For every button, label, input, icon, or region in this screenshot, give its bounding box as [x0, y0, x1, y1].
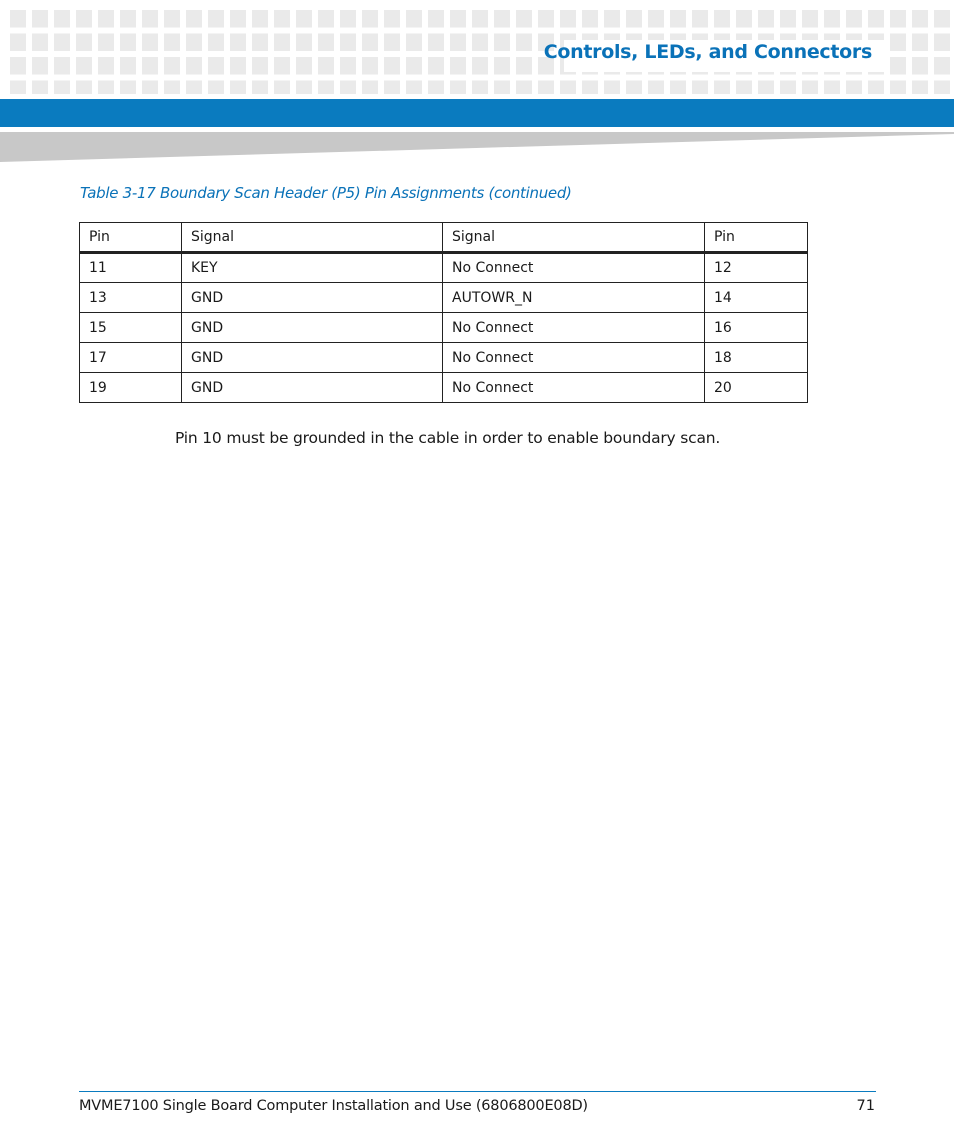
table-cell: GND — [182, 283, 443, 313]
table-caption: Table 3-17 Boundary Scan Header (P5) Pin Assignments (continued) — [80, 184, 572, 202]
table-cell: No Connect — [443, 373, 705, 403]
table-row — [80, 373, 808, 403]
table-row — [80, 313, 808, 343]
body-note: Pin 10 must be grounded in the cable in order to enable boundary scan. — [175, 429, 721, 447]
table-cell: 14 — [705, 283, 808, 313]
section-title: Controls, LEDs, and Connectors — [543, 41, 872, 63]
table-cell: AUTOWR_N — [443, 283, 705, 313]
table-cell: 18 — [705, 343, 808, 373]
table-cell: GND — [182, 313, 443, 343]
table-cell: 15 — [80, 313, 182, 343]
table-cell: 11 — [80, 253, 182, 283]
column-header-pin: Pin — [705, 223, 808, 253]
table-cell: 16 — [705, 313, 808, 343]
column-header-pin: Pin — [80, 223, 182, 253]
table-cell: KEY — [182, 253, 443, 283]
table-cell: GND — [182, 343, 443, 373]
table-cell: No Connect — [443, 313, 705, 343]
table-row — [80, 283, 808, 313]
column-header-signal: Signal — [182, 223, 443, 253]
footer-rule — [79, 1091, 876, 1092]
table-row — [80, 343, 808, 373]
header-grey-wedge — [0, 132, 954, 164]
footer-document-title: MVME7100 Single Board Computer Installation and Use (6806800E08D) — [79, 1098, 588, 1114]
table-cell: 12 — [705, 253, 808, 283]
column-header-signal: Signal — [443, 223, 705, 253]
table-header-row — [80, 223, 808, 253]
table-cell: GND — [182, 373, 443, 403]
table-cell: 13 — [80, 283, 182, 313]
table-cell: 19 — [80, 373, 182, 403]
table-row — [80, 253, 808, 283]
table-cell: 20 — [705, 373, 808, 403]
table-cell: No Connect — [443, 343, 705, 373]
page-number: 71 — [856, 1098, 875, 1114]
header-blue-band — [0, 99, 954, 127]
table-cell: 17 — [80, 343, 182, 373]
pin-assignment-table — [79, 222, 808, 403]
table-cell: No Connect — [443, 253, 705, 283]
